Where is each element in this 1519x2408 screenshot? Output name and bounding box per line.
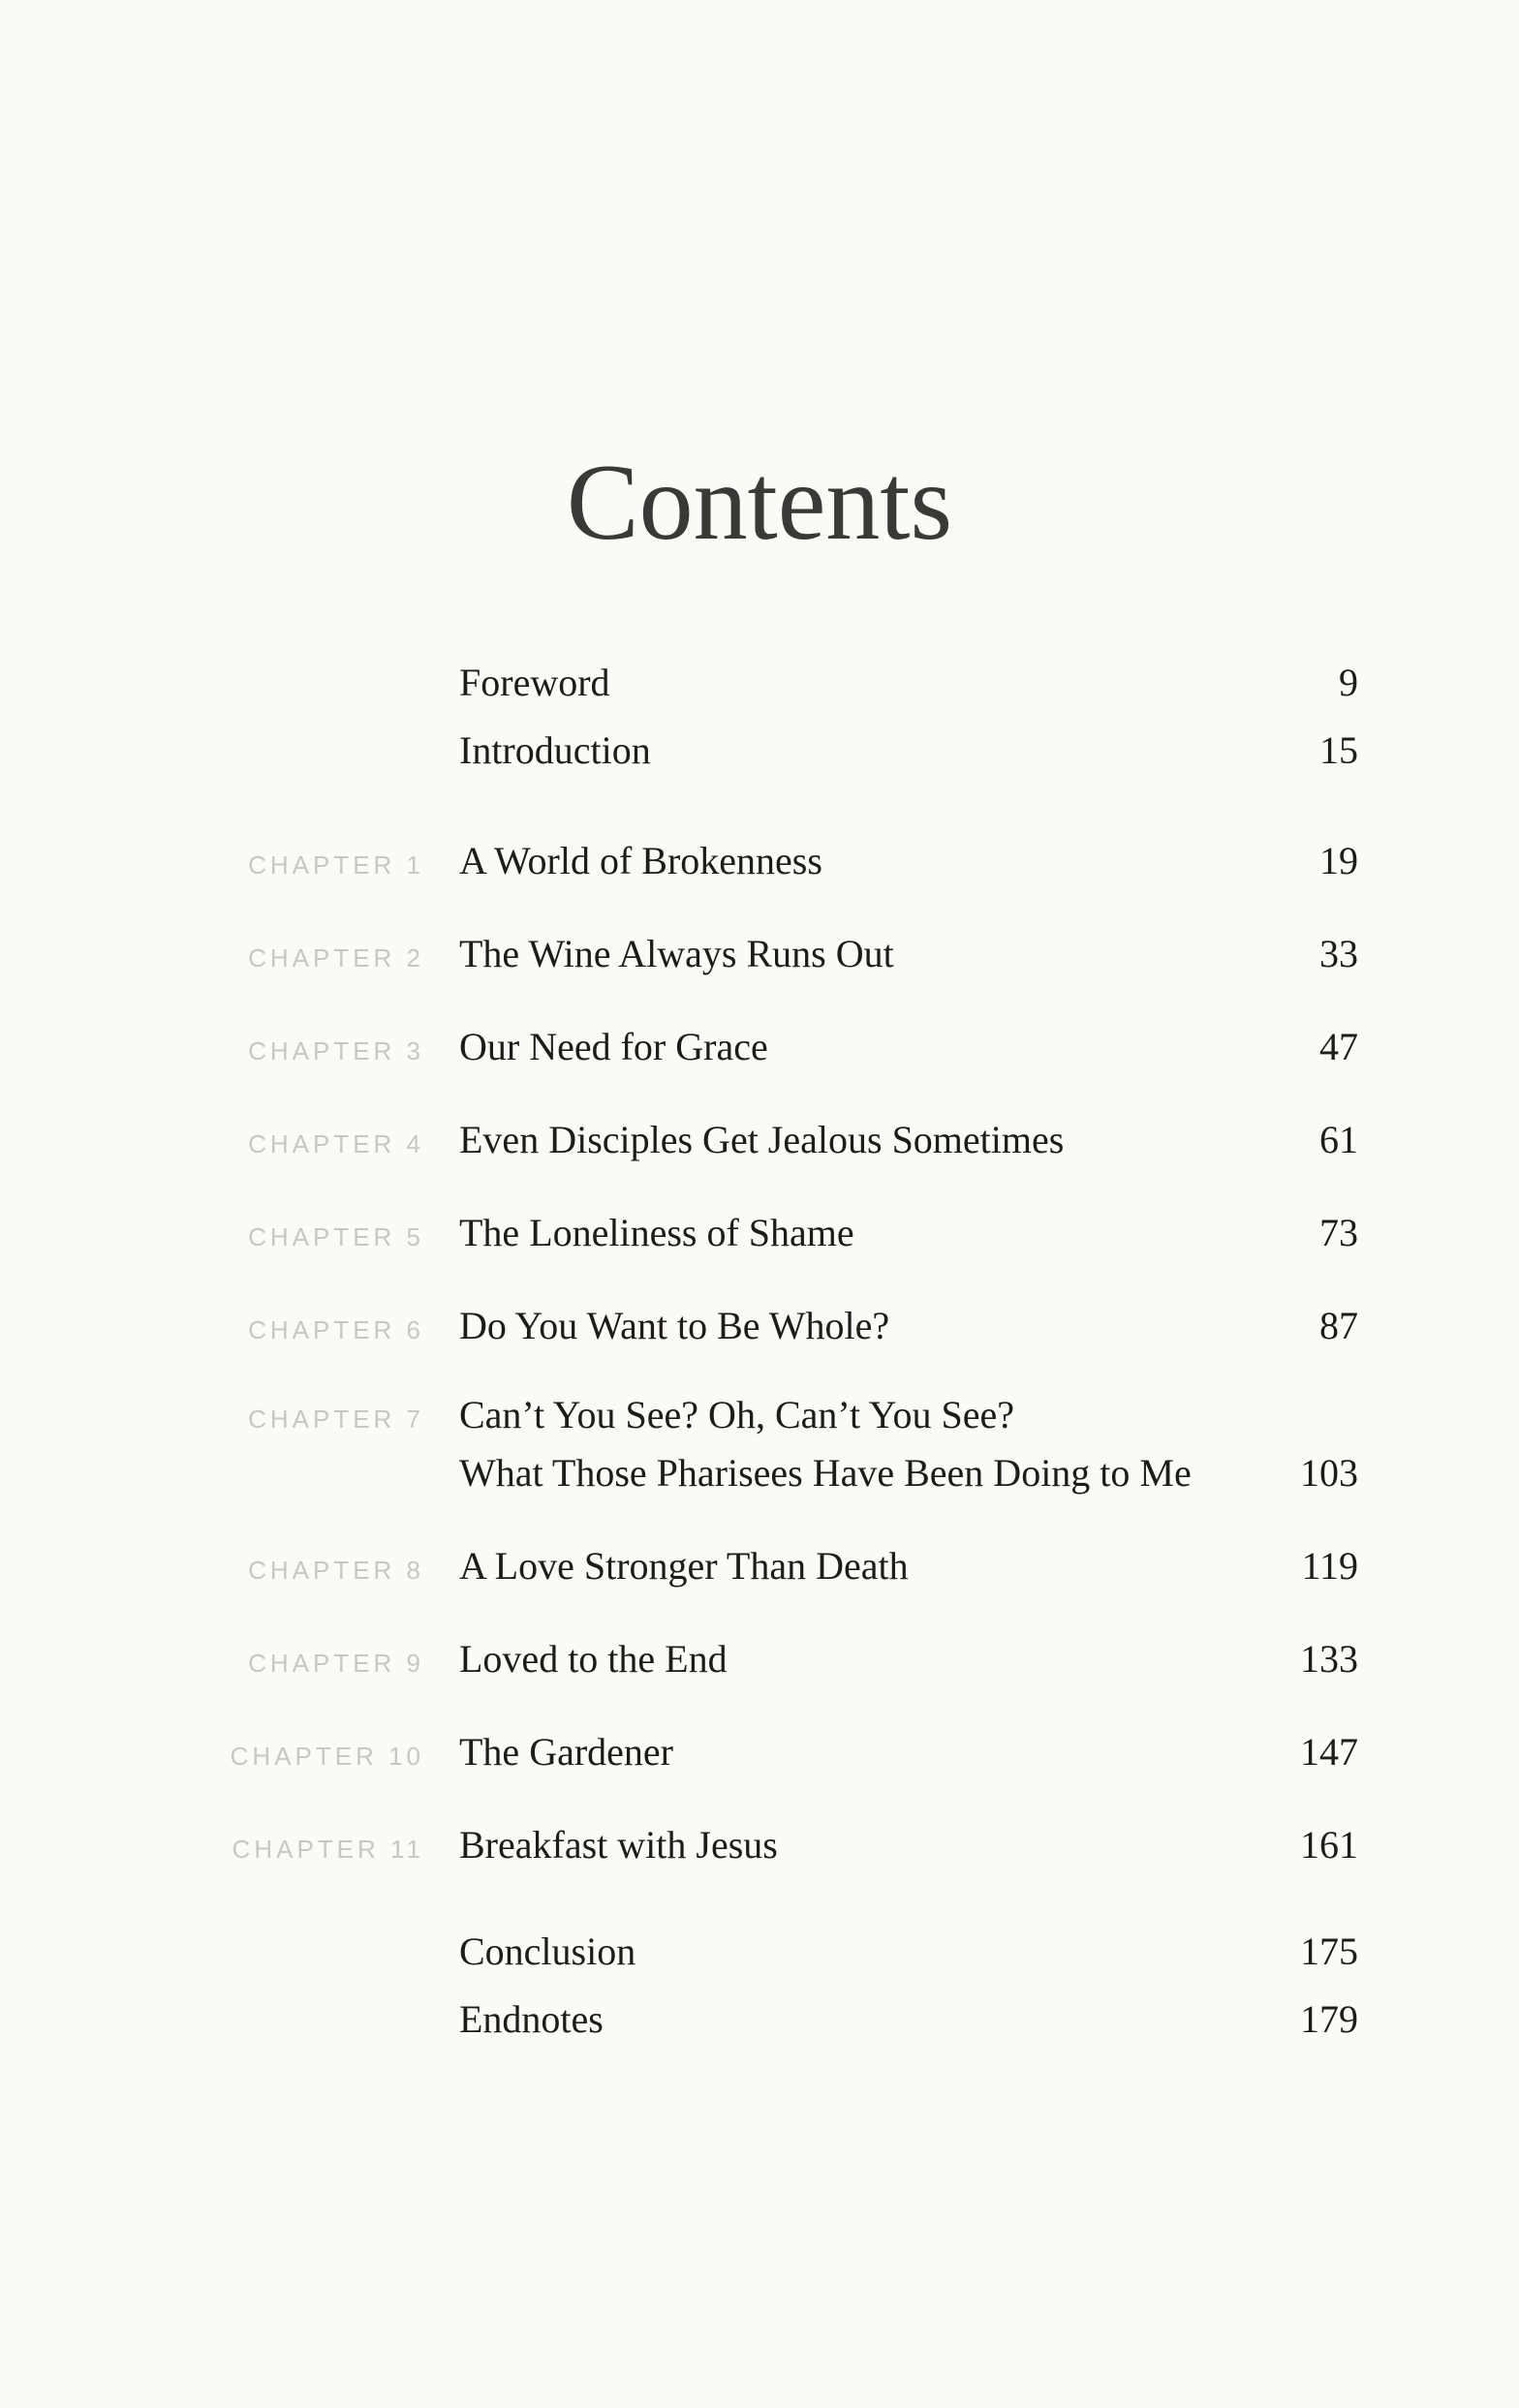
entry-title: The Gardener — [459, 1730, 673, 1774]
page-number: 15 — [1319, 728, 1358, 772]
entry-title: Foreword — [459, 661, 610, 704]
chapter-label: CHAPTER 5 — [248, 1222, 424, 1251]
toc-entry-foreword[interactable] — [0, 655, 1519, 713]
page-number: 175 — [1300, 1929, 1358, 1973]
toc-entry-chapter-9[interactable] — [0, 1631, 1519, 1689]
toc-entry-chapter-4[interactable] — [0, 1112, 1519, 1170]
entry-title: Our Need for Grace — [459, 1025, 768, 1068]
chapter-label: CHAPTER 3 — [248, 1036, 424, 1065]
entry-title: Loved to the End — [459, 1637, 728, 1681]
entry-title-line-2: What Those Pharisees Have Been Doing to Me — [459, 1451, 1192, 1495]
page-number: 103 — [1300, 1451, 1358, 1495]
page-number: 87 — [1319, 1304, 1358, 1347]
entry-title-line-1: Can’t You See? Oh, Can’t You See? — [459, 1393, 1014, 1436]
toc-entry-chapter-6[interactable] — [0, 1298, 1519, 1356]
chapter-label: CHAPTER 11 — [232, 1835, 424, 1864]
toc-entry-chapter-1[interactable] — [0, 833, 1519, 891]
toc-entry-chapter-8[interactable] — [0, 1538, 1519, 1596]
entry-title: Conclusion — [459, 1929, 636, 1973]
chapter-label: CHAPTER 10 — [230, 1742, 424, 1771]
page-number: 19 — [1319, 839, 1358, 882]
entry-title: Do You Want to Be Whole? — [459, 1304, 890, 1347]
chapter-label: CHAPTER 9 — [248, 1649, 424, 1678]
toc-entry-chapter-7[interactable] — [0, 1387, 1519, 1503]
entry-title: Introduction — [459, 728, 651, 772]
toc-entry-chapter-2[interactable] — [0, 926, 1519, 984]
entry-title: A Love Stronger Than Death — [459, 1544, 909, 1588]
page-number: 9 — [1339, 661, 1358, 704]
entry-title: A World of Brokenness — [459, 839, 822, 882]
toc-entry-chapter-10[interactable] — [0, 1724, 1519, 1782]
entry-title: Breakfast with Jesus — [459, 1823, 778, 1867]
toc-entry-introduction[interactable] — [0, 723, 1519, 781]
toc-entry-endnotes[interactable] — [0, 1991, 1519, 2050]
entry-title: Endnotes — [459, 1997, 604, 2041]
page-number: 119 — [1301, 1544, 1358, 1588]
chapter-label: CHAPTER 4 — [248, 1129, 424, 1158]
chapter-label: CHAPTER 7 — [248, 1405, 424, 1434]
chapter-label: CHAPTER 8 — [248, 1556, 424, 1585]
page-number: 61 — [1319, 1118, 1358, 1161]
entry-title: The Loneliness of Shame — [459, 1211, 854, 1254]
page-number: 179 — [1300, 1997, 1358, 2041]
toc-entry-conclusion[interactable] — [0, 1924, 1519, 1982]
page-title: Contents — [566, 443, 953, 564]
chapter-label: CHAPTER 6 — [248, 1315, 424, 1344]
page-number: 73 — [1319, 1211, 1358, 1254]
page-number: 133 — [1300, 1637, 1358, 1681]
page-number: 47 — [1319, 1025, 1358, 1068]
page-number: 161 — [1300, 1823, 1358, 1867]
chapter-label: CHAPTER 1 — [248, 850, 424, 880]
toc-entry-chapter-5[interactable] — [0, 1205, 1519, 1263]
page-number: 33 — [1319, 932, 1358, 975]
toc-entry-chapter-3[interactable] — [0, 1019, 1519, 1077]
entry-title: The Wine Always Runs Out — [459, 932, 894, 975]
chapter-label: CHAPTER 2 — [248, 943, 424, 972]
toc-entry-chapter-11[interactable] — [0, 1817, 1519, 1875]
page-number: 147 — [1300, 1730, 1358, 1774]
entry-title: Even Disciples Get Jealous Sometimes — [459, 1118, 1065, 1161]
